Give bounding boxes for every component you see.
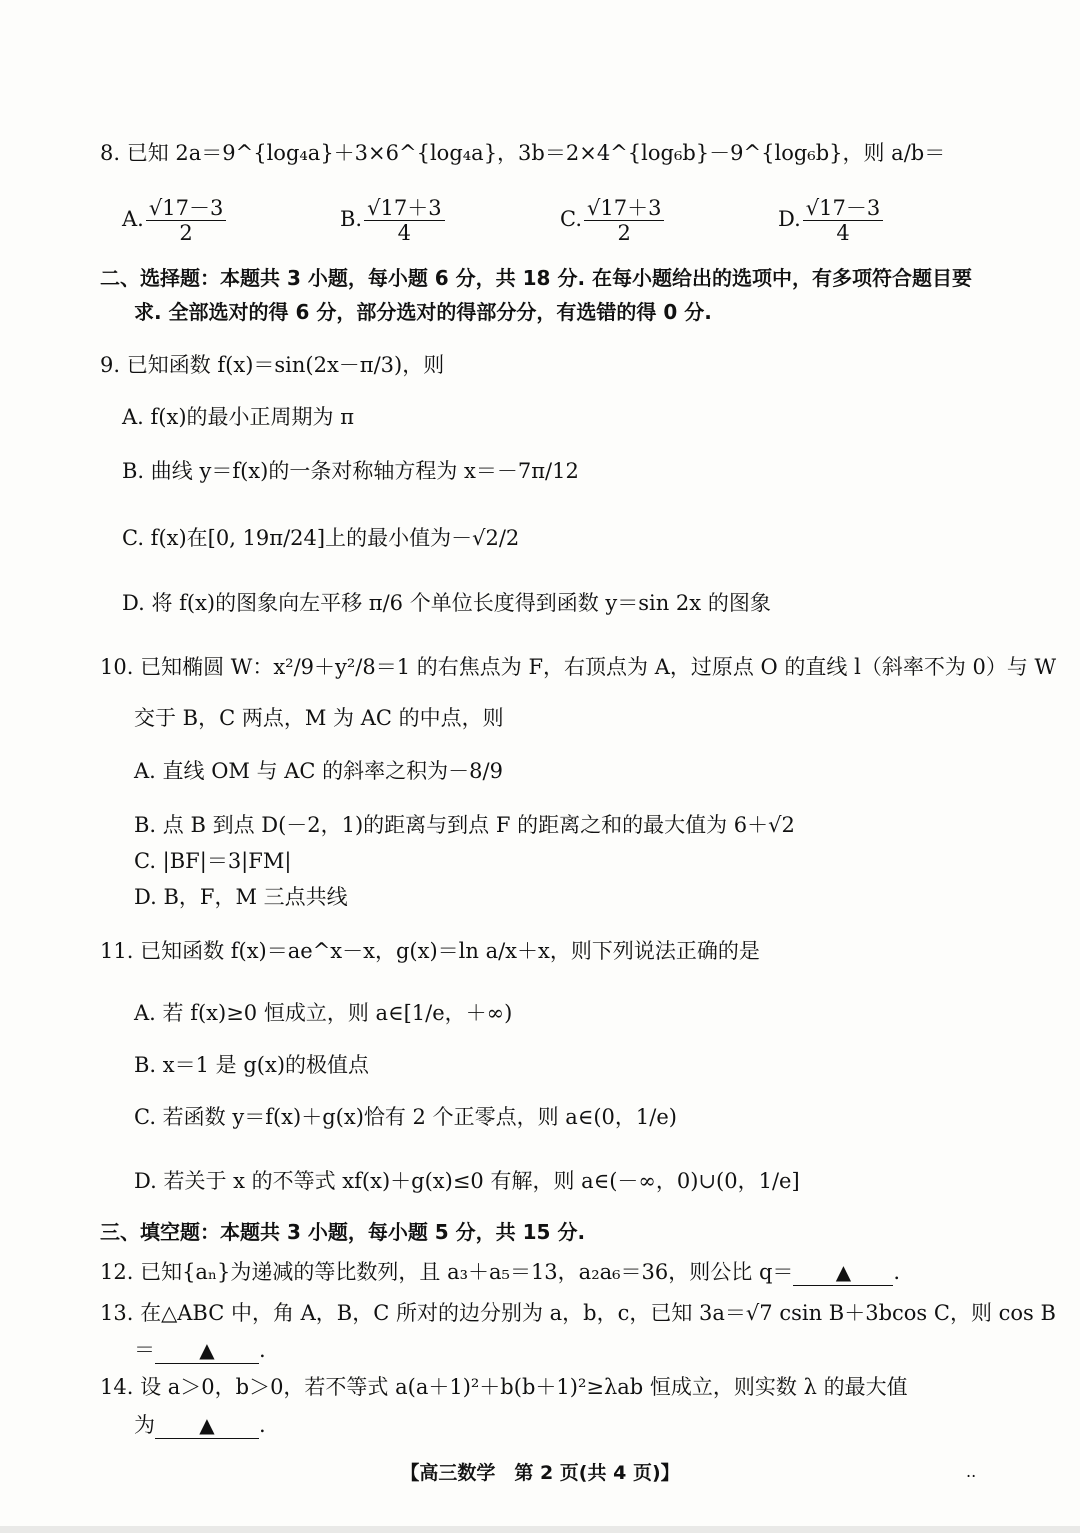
- q11-option-a: A. 若 f(x)≥0 恒成立，则 a∈[1/e，＋∞): [134, 1001, 513, 1025]
- corner-dots: ..: [966, 1462, 977, 1481]
- scan-edge: [0, 1526, 1080, 1533]
- q8-option-a: A. $\frac{√17-3}{2}$: [122, 196, 228, 245]
- q9-option-c: C. f(x)在[0, 19π/24]上的最小值为－√2/2: [122, 526, 520, 550]
- q11-option-c: C. 若函数 y＝f(x)＋g(x)恰有 2 个正零点，则 a∈(0，1/e): [134, 1105, 677, 1129]
- page-footer: 【高三数学 第 2 页(共 4 页)】: [400, 1462, 680, 1484]
- q13-line1: 13. 在△ABC 中，角 A，B，C 所对的边分别为 a，b，c，已知 3a＝√7 csin B＋3bcos C，则 cos B: [100, 1301, 1056, 1325]
- q10-stem-line2: 交于 B，C 两点，M 为 AC 的中点，则: [134, 706, 504, 730]
- q11-option-b: B. x＝1 是 g(x)的极值点: [134, 1053, 370, 1077]
- q10-option-c: C. |BF|＝3|FM|: [134, 849, 292, 873]
- q12: 12. 已知{aₙ}为递减的等比数列，且 a₃＋a₅＝13，a₂a₆＝36，则公比 q＝ ▲ .: [100, 1260, 901, 1284]
- section3-title: 三、填空题：本题共 3 小题，每小题 5 分，共 15 分.: [100, 1220, 586, 1244]
- q8-option-c: C. $\frac{√17+3}{2}$: [560, 196, 666, 245]
- q9-stem: 9. 已知函数 f(x)＝sin(2x－π/3)，则: [100, 353, 445, 377]
- q14-line1: 14. 设 a＞0，b＞0，若不等式 a(a＋1)²＋b(b＋1)²≥λab 恒成立，则实数 λ 的最大值: [100, 1375, 908, 1399]
- q13-answer-blank: ▲: [155, 1337, 259, 1364]
- q13-line2: ＝ ▲ .: [134, 1338, 266, 1362]
- section2-line2: 求. 全部选对的得 6 分，部分选对的得部分分，有选错的得 0 分.: [134, 300, 712, 324]
- section2-line1: 二、选择题：本题共 3 小题，每小题 6 分，共 18 分. 在每小题给出的选项中，有多项符合题目要: [100, 266, 973, 290]
- q11-option-d: D. 若关于 x 的不等式 xf(x)＋g(x)≤0 有解，则 a∈(－∞，0)∪(0，1/e]: [134, 1169, 800, 1193]
- q9-option-a: A. f(x)的最小正周期为 π: [122, 405, 354, 429]
- q8-option-d: D. $\frac{√17-3}{4}$: [778, 196, 885, 245]
- q14-answer-blank: ▲: [155, 1412, 259, 1439]
- q9-option-d: D. 将 f(x)的图象向左平移 π/6 个单位长度得到函数 y＝sin 2x 的图象: [122, 591, 771, 615]
- q8-stem: 8. 已知 2a＝9^{log₄a}＋3×6^{log₄a}，3b＝2×4^{log₆b}－9^{log₆b}，则 a/b＝: [100, 141, 946, 165]
- q10-option-d: D. B，F，M 三点共线: [134, 885, 348, 909]
- q10-option-a: A. 直线 OM 与 AC 的斜率之积为－8/9: [134, 759, 503, 783]
- q10-option-b: B. 点 B 到点 D(－2，1)的距离与到点 F 的距离之和的最大值为 6＋√2: [134, 813, 795, 837]
- q8-option-b: B. $\frac{√17+3}{4}$: [340, 196, 447, 245]
- q9-option-b: B. 曲线 y＝f(x)的一条对称轴方程为 x＝－7π/12: [122, 459, 579, 483]
- q12-answer-blank: ▲: [793, 1259, 893, 1286]
- q10-stem-line1: 10. 已知椭圆 W：x²/9＋y²/8＝1 的右焦点为 F，右顶点为 A，过原点 O 的直线 l（斜率不为 0）与 W: [100, 655, 1057, 679]
- q14-line2: 为 ▲ .: [134, 1413, 266, 1437]
- q11-stem: 11. 已知函数 f(x)＝ae^x－x，g(x)＝ln a/x＋x，则下列说法正确的是: [100, 939, 760, 963]
